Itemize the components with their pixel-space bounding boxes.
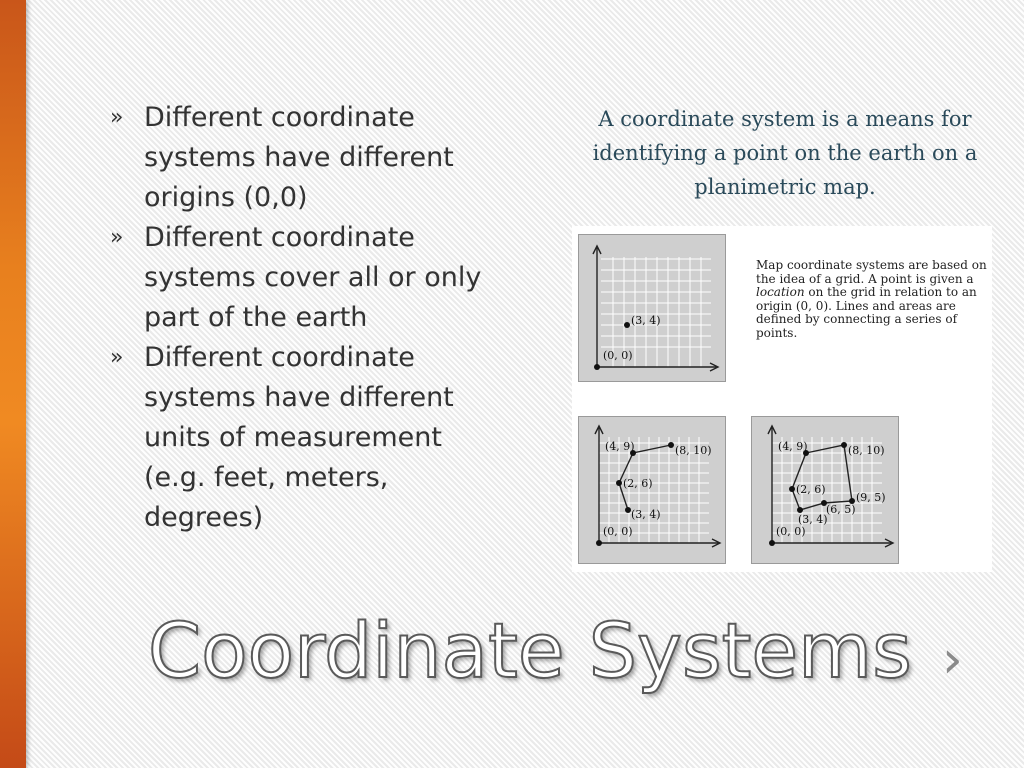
grid-diagram-1 <box>579 235 725 381</box>
point-label: (4, 9) <box>605 440 635 453</box>
grid-diagram-3 <box>752 417 898 563</box>
figure-description-part: Map coordinate systems are based on the idea of a grid. A point is given a <box>756 258 987 286</box>
point-label: (9, 5) <box>856 491 886 504</box>
point-label: (8, 10) <box>675 444 712 457</box>
figure-description-part: on the grid in relation to an origin (0, 0). Lines and areas are defined by connecting a series of points. <box>756 285 977 340</box>
point-label: (2, 6) <box>623 477 653 490</box>
accent-side-bar <box>0 0 26 768</box>
grid-panel-2 <box>578 416 726 564</box>
point-label: (2, 6) <box>796 483 826 496</box>
point-label: (3, 4) <box>631 508 661 521</box>
figure-description-italic: location <box>756 285 805 299</box>
bullet-item <box>110 338 500 538</box>
bullet-text: Different coordinate systems have different origins (0,0) <box>144 102 454 213</box>
bullet-marker: » <box>110 105 124 130</box>
chevron-right-icon[interactable]: › <box>942 630 963 690</box>
figure-caption: A coordinate system is a means for identifying a point on the earth on a planimetric map. <box>592 107 978 199</box>
bullet-text: Different coordinate systems have different units of measurement (e.g. feet, meters, degrees) <box>144 342 454 533</box>
bullet-text: Different coordinate systems cover all or only part of the earth <box>144 222 482 333</box>
bullet-marker: » <box>110 225 124 250</box>
coordinate-figure <box>572 226 992 572</box>
figure-description <box>756 259 988 340</box>
bullet-list <box>110 98 500 538</box>
point-label: (0, 0) <box>603 525 633 538</box>
point-label: (0, 0) <box>776 525 806 538</box>
grid-diagram-2 <box>579 417 725 563</box>
point-label: (3, 4) <box>631 314 661 327</box>
point-label: (3, 4) <box>798 513 828 526</box>
point-label: (8, 10) <box>848 444 885 457</box>
grid-panel-1 <box>578 234 726 382</box>
point-label: (4, 9) <box>778 440 808 453</box>
bullet-marker: » <box>110 345 124 370</box>
bullet-item <box>110 98 500 218</box>
point-label: (0, 0) <box>603 349 633 362</box>
bullet-item <box>110 218 500 338</box>
point-label: (6, 5) <box>826 503 856 516</box>
grid-panel-3 <box>751 416 899 564</box>
slide-title: Coordinate Systems <box>148 606 912 695</box>
